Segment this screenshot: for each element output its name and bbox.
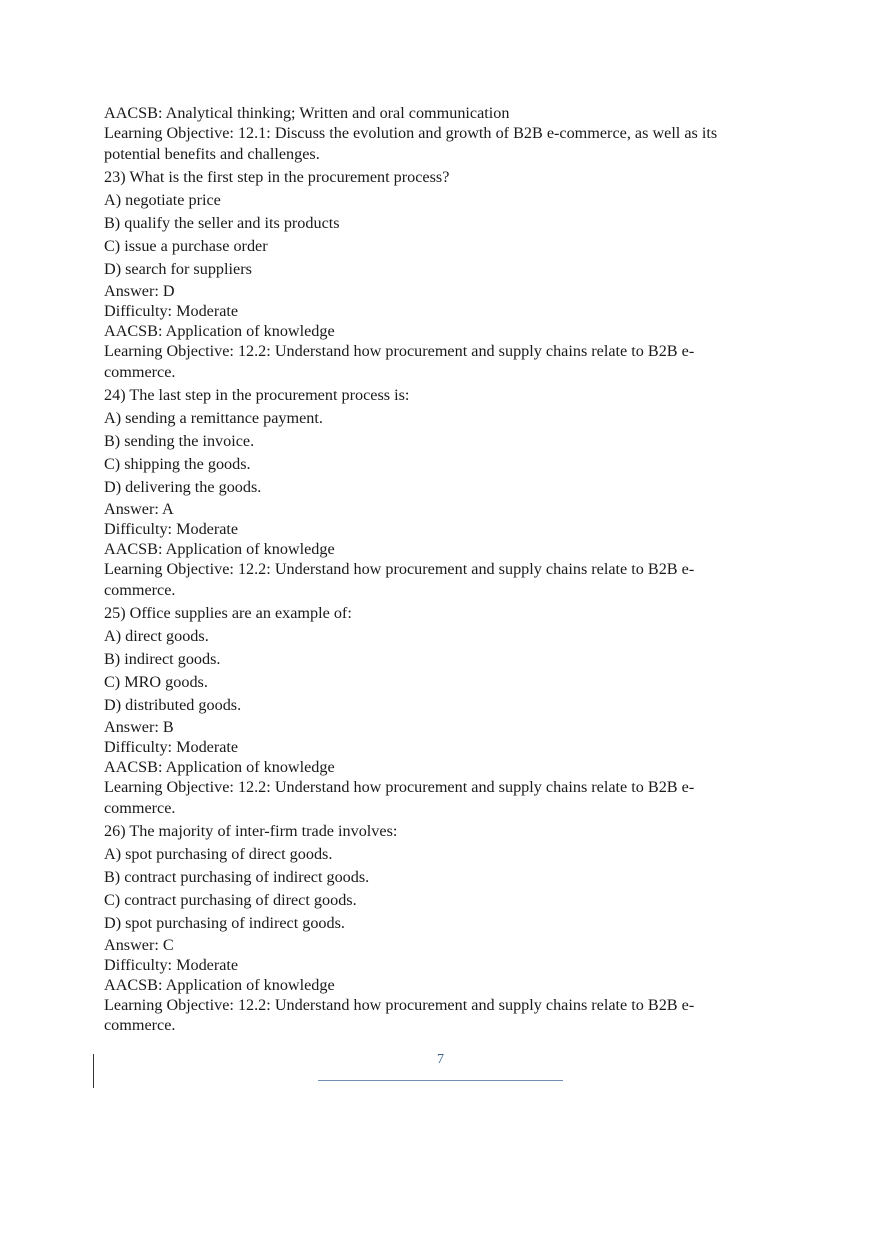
answer-option: A) negotiate price xyxy=(104,191,221,209)
answer-key: Answer: B xyxy=(104,718,174,736)
answer-option: A) spot purchasing of direct goods. xyxy=(104,845,333,863)
answer-option: B) indirect goods. xyxy=(104,650,221,668)
answer-option: C) contract purchasing of direct goods. xyxy=(104,891,357,909)
answer-option: B) qualify the seller and its products xyxy=(104,214,340,232)
learning-objective-continuation: commerce. xyxy=(104,581,176,599)
learning-objective-line: Learning Objective: 12.2: Understand how procurement and supply chains relate to B2B e- xyxy=(104,778,695,796)
answer-key: Answer: A xyxy=(104,500,174,518)
question-block xyxy=(104,384,784,602)
answer-option: D) search for suppliers xyxy=(104,260,252,278)
question-block xyxy=(104,602,784,820)
answer-option: D) distributed goods. xyxy=(104,696,242,714)
question-block xyxy=(104,166,784,384)
page-footer xyxy=(0,1040,880,1100)
answer-option: D) spot purchasing of indirect goods. xyxy=(104,914,345,932)
margin-rule xyxy=(93,1054,94,1088)
page-number-underline xyxy=(318,1080,563,1081)
answer-option: B) sending the invoice. xyxy=(104,432,255,450)
learning-objective-line: Learning Objective: 12.2: Understand how procurement and supply chains relate to B2B e- xyxy=(104,342,695,360)
difficulty-line: Difficulty: Moderate xyxy=(104,302,239,320)
aacsb-line: AACSB: Application of knowledge xyxy=(104,322,335,340)
answer-option: B) contract purchasing of indirect goods. xyxy=(104,868,370,886)
learning-objective-continuation: potential benefits and challenges. xyxy=(104,145,320,163)
answer-option: C) MRO goods. xyxy=(104,673,208,691)
learning-objective-continuation: commerce. xyxy=(104,363,176,381)
answer-option: A) direct goods. xyxy=(104,627,209,645)
learning-objective-line: Learning Objective: 12.1: Discuss the evolution and growth of B2B e-commerce, as well as its xyxy=(104,124,718,142)
learning-objective-continuation: commerce. xyxy=(104,1016,176,1034)
learning-objective-line: Learning Objective: 12.2: Understand how procurement and supply chains relate to B2B e- xyxy=(104,996,695,1014)
preceding-question-tail xyxy=(104,103,784,166)
answer-option: C) shipping the goods. xyxy=(104,455,251,473)
aacsb-line: AACSB: Analytical thinking; Written and oral communication xyxy=(104,104,510,122)
document-body xyxy=(104,103,784,1035)
question-block xyxy=(104,820,784,1035)
answer-option: A) sending a remittance payment. xyxy=(104,409,323,427)
answer-option: D) delivering the goods. xyxy=(104,478,262,496)
difficulty-line: Difficulty: Moderate xyxy=(104,956,239,974)
difficulty-line: Difficulty: Moderate xyxy=(104,520,239,538)
aacsb-line: AACSB: Application of knowledge xyxy=(104,758,335,776)
difficulty-line: Difficulty: Moderate xyxy=(104,738,239,756)
aacsb-line: AACSB: Application of knowledge xyxy=(104,976,335,994)
answer-key: Answer: D xyxy=(104,282,175,300)
learning-objective-continuation: commerce. xyxy=(104,799,176,817)
question-text: 24) The last step in the procurement process is: xyxy=(104,386,410,404)
aacsb-line: AACSB: Application of knowledge xyxy=(104,540,335,558)
answer-key: Answer: C xyxy=(104,936,174,954)
learning-objective-line: Learning Objective: 12.2: Understand how procurement and supply chains relate to B2B e- xyxy=(104,560,695,578)
question-text: 25) Office supplies are an example of: xyxy=(104,604,352,622)
answer-option: C) issue a purchase order xyxy=(104,237,268,255)
page-number: 7 xyxy=(437,1052,444,1067)
question-text: 23) What is the first step in the procurement process? xyxy=(104,168,450,186)
question-text: 26) The majority of inter-firm trade involves: xyxy=(104,822,398,840)
